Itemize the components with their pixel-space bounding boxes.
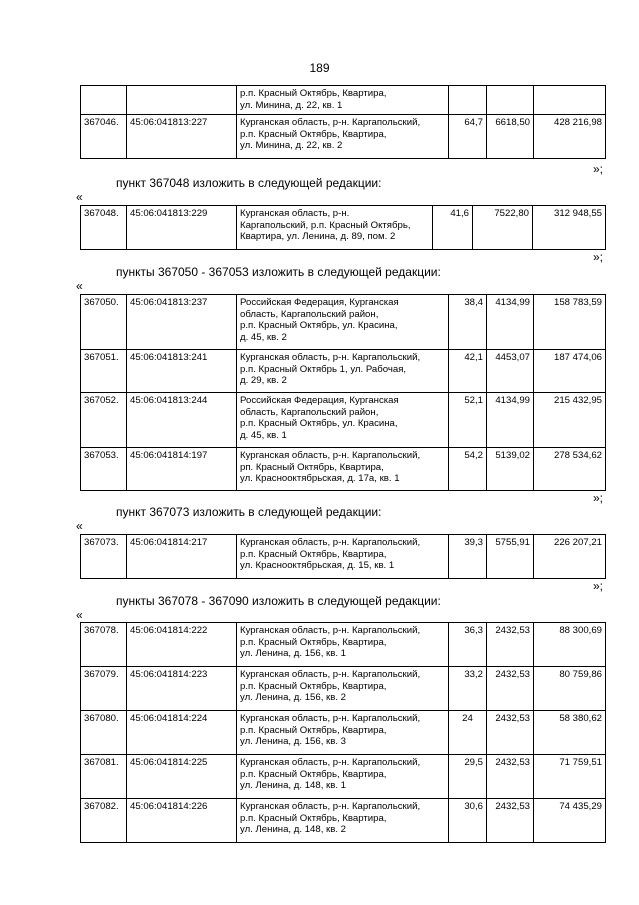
- address-line: Курганская область, р-н. Каргапольский,: [240, 801, 421, 812]
- table-row: [81, 393, 606, 448]
- price-cell: [487, 86, 534, 115]
- address-line: Российская Федерация, Курганская: [240, 297, 399, 308]
- total-cell: 187 474,06: [534, 350, 606, 393]
- total-cell: 226 207,21: [534, 535, 606, 579]
- table-row: [81, 711, 606, 755]
- cadastral-number: 45:06:041813:229: [127, 206, 237, 250]
- address-line: ул. Ленина, д. 148, кв. 1: [240, 780, 346, 792]
- price-cell: 2432,53: [487, 711, 534, 755]
- address-line: Курганская область, р-н. Каргапольский,: [240, 713, 421, 724]
- address-line: д. 45, кв. 1: [240, 429, 287, 441]
- section-heading: пункт 367073 изложить в следующей редакции:: [116, 505, 382, 519]
- section-heading: пункт 367048 изложить в следующей редакции:: [116, 176, 382, 190]
- row-number: 367048.: [81, 206, 127, 250]
- address-line: д. 29, кв. 2: [240, 375, 287, 387]
- row-number: 367081.: [81, 755, 127, 799]
- address-line: Курганская область, р-н. Каргапольский,: [240, 757, 421, 768]
- price-cell: 5755,91: [487, 535, 534, 579]
- address-line: р.п. Красный Октябрь, Квартира,: [240, 636, 387, 648]
- table-continuation: [80, 85, 606, 159]
- address-line: р.п. Красный Октябрь, Квартира,: [240, 88, 387, 99]
- area-cell: 64,7: [449, 115, 487, 159]
- table-row: [81, 535, 606, 579]
- cadastral-number: [127, 86, 237, 115]
- cadastral-number: 45:06:041814:226: [127, 799, 237, 843]
- address-line: р.п. Красный Октябрь, Квартира,: [240, 724, 387, 736]
- address-line: р.п. Красный Октябрь 1, ул. Рабочая,: [240, 363, 407, 375]
- total-cell: 88 300,69: [534, 623, 606, 667]
- address-line: Российская Федерация, Курганская: [240, 395, 399, 406]
- address-line: Каргапольский, р.п. Красный Октябрь,: [240, 219, 411, 231]
- cadastral-number: 45:06:041813:237: [127, 295, 237, 350]
- area-cell: 29,5: [449, 755, 487, 799]
- address-cell: [237, 206, 433, 250]
- address-cell: [237, 667, 449, 711]
- row-number: 367078.: [81, 623, 127, 667]
- area-cell: 54,2: [449, 448, 487, 491]
- area-cell: 30,6: [449, 799, 487, 843]
- area-cell: 41,6: [433, 206, 473, 250]
- page-number: 189: [309, 61, 330, 75]
- address-cell: [237, 623, 449, 667]
- table-367073: [80, 534, 606, 579]
- table-row: [81, 115, 606, 159]
- address-line: р.п. Красный Октябрь, ул. Красина,: [240, 418, 398, 430]
- address-line: ул. Краснооктябрьская, д. 15, кв. 1: [240, 560, 395, 572]
- address-line: Курганская область, р-н. Каргапольский,: [240, 352, 421, 363]
- cadastral-number: 45:06:041814:223: [127, 667, 237, 711]
- address-line: д. 45, кв. 2: [240, 331, 287, 343]
- cadastral-number: 45:06:041814:197: [127, 448, 237, 491]
- closing-quote: »;: [593, 579, 604, 593]
- area-cell: 52,1: [449, 393, 487, 448]
- price-cell: 6618,50: [487, 115, 534, 159]
- cadastral-number: 45:06:041813:227: [127, 115, 237, 159]
- address-line: ул. Минина, д. 22, кв. 1: [240, 99, 343, 111]
- table-row: [81, 448, 606, 491]
- address-line: р.п. Красный Октябрь, Квартира,: [240, 812, 387, 824]
- address-line: ул. Ленина, д. 156, кв. 1: [240, 648, 346, 660]
- area-cell: 24: [449, 711, 487, 755]
- price-cell: 4453,07: [487, 350, 534, 393]
- section-heading: пункты 367078 - 367090 изложить в следующей редакции:: [116, 594, 441, 608]
- total-cell: 428 216,98: [534, 115, 606, 159]
- total-cell: 58 380,62: [534, 711, 606, 755]
- price-cell: 2432,53: [487, 755, 534, 799]
- address-line: ул. Ленина, д. 148, кв. 2: [240, 824, 346, 836]
- table-row: [81, 295, 606, 350]
- area-cell: 38,4: [449, 295, 487, 350]
- address-line: Курганская область, р-н. Каргапольский,: [240, 117, 421, 129]
- section-heading: пункты 367050 - 367053 изложить в следующей редакции:: [116, 265, 441, 279]
- address-cell: [237, 448, 449, 491]
- table-row: [81, 86, 606, 115]
- address-line: р.п. Красный Октябрь, Квартира,: [240, 128, 387, 140]
- table-367078-367090: [80, 622, 606, 843]
- address-cell: [237, 86, 449, 115]
- price-cell: 4134,99: [487, 393, 534, 448]
- address-line: Курганская область, р-н. Каргапольский,: [240, 450, 421, 461]
- address-cell: [237, 711, 449, 755]
- table-row: [81, 667, 606, 711]
- closing-quote: »;: [593, 250, 604, 264]
- address-line: Курганская область, р-н. Каргапольский,: [240, 625, 421, 636]
- address-line: Курганская область, р-н. Каргапольский,: [240, 537, 421, 548]
- row-number: 367073.: [81, 535, 127, 579]
- address-cell: [237, 393, 449, 448]
- opening-quote: «: [76, 519, 83, 533]
- address-line: ул. Ленина, д. 156, кв. 3: [240, 736, 346, 748]
- table-row: [81, 799, 606, 843]
- price-cell: 2432,53: [487, 623, 534, 667]
- row-number: 367046.: [81, 115, 127, 159]
- table-367048: [80, 205, 606, 250]
- opening-quote: «: [76, 608, 83, 622]
- area-cell: [449, 86, 487, 115]
- address-line: Курганская область, р-н.: [240, 208, 350, 219]
- area-cell: 39,3: [449, 535, 487, 579]
- address-cell: [237, 350, 449, 393]
- row-number: 367079.: [81, 667, 127, 711]
- address-line: Курганская область, р-н. Каргапольский,: [240, 669, 421, 680]
- table-row: [81, 206, 606, 250]
- total-cell: 74 435,29: [534, 799, 606, 843]
- address-line: р.п. Красный Октябрь, Квартира,: [240, 680, 387, 692]
- address-line: Квартира, ул. Ленина, д. 89, пом. 2: [240, 231, 396, 243]
- total-cell: 158 783,59: [534, 295, 606, 350]
- area-cell: 33,2: [449, 667, 487, 711]
- address-line: область, Каргапольский район,: [240, 308, 379, 320]
- address-cell: [237, 295, 449, 350]
- table-row: [81, 755, 606, 799]
- address-line: р.п. Красный Октябрь, Квартира,: [240, 768, 387, 780]
- cadastral-number: 45:06:041814:225: [127, 755, 237, 799]
- address-cell: [237, 755, 449, 799]
- address-line: р.п. Красный Октябрь, ул. Красина,: [240, 320, 398, 332]
- address-line: область, Каргапольский район,: [240, 406, 379, 418]
- address-cell: [237, 535, 449, 579]
- row-number: 367053.: [81, 448, 127, 491]
- cadastral-number: 45:06:041814:217: [127, 535, 237, 579]
- address-cell: [237, 115, 449, 159]
- closing-quote: »;: [593, 162, 604, 176]
- price-cell: 5139,02: [487, 448, 534, 491]
- row-number: [81, 86, 127, 115]
- total-cell: 215 432,95: [534, 393, 606, 448]
- total-cell: [534, 86, 606, 115]
- address-line: ул. Краснооктябрьская, д. 17а, кв. 1: [240, 473, 400, 485]
- row-number: 367050.: [81, 295, 127, 350]
- row-number: 367080.: [81, 711, 127, 755]
- address-line: рп. Красный Октябрь, Квартира,: [240, 461, 384, 473]
- address-line: р.п. Красный Октябрь, Квартира,: [240, 548, 387, 560]
- cadastral-number: 45:06:041814:224: [127, 711, 237, 755]
- cadastral-number: 45:06:041814:222: [127, 623, 237, 667]
- price-cell: 7522,80: [473, 206, 533, 250]
- table-row: [81, 623, 606, 667]
- cadastral-number: 45:06:041813:244: [127, 393, 237, 448]
- area-cell: 42,1: [449, 350, 487, 393]
- total-cell: 80 759,86: [534, 667, 606, 711]
- row-number: 367082.: [81, 799, 127, 843]
- address-line: ул. Ленина, д. 156, кв. 2: [240, 692, 346, 704]
- address-line: ул. Минина, д. 22, кв. 2: [240, 140, 343, 152]
- area-cell: 36,3: [449, 623, 487, 667]
- closing-quote: »;: [593, 491, 604, 505]
- cadastral-number: 45:06:041813:241: [127, 350, 237, 393]
- price-cell: 2432,53: [487, 799, 534, 843]
- price-cell: 4134,99: [487, 295, 534, 350]
- total-cell: 312 948,55: [533, 206, 606, 250]
- opening-quote: «: [76, 190, 83, 204]
- table-row: [81, 350, 606, 393]
- table-367050-367053: [80, 294, 606, 491]
- row-number: 367052.: [81, 393, 127, 448]
- opening-quote: «: [76, 279, 83, 293]
- row-number: 367051.: [81, 350, 127, 393]
- total-cell: 278 534,62: [534, 448, 606, 491]
- address-cell: [237, 799, 449, 843]
- price-cell: 2432,53: [487, 667, 534, 711]
- total-cell: 71 759,51: [534, 755, 606, 799]
